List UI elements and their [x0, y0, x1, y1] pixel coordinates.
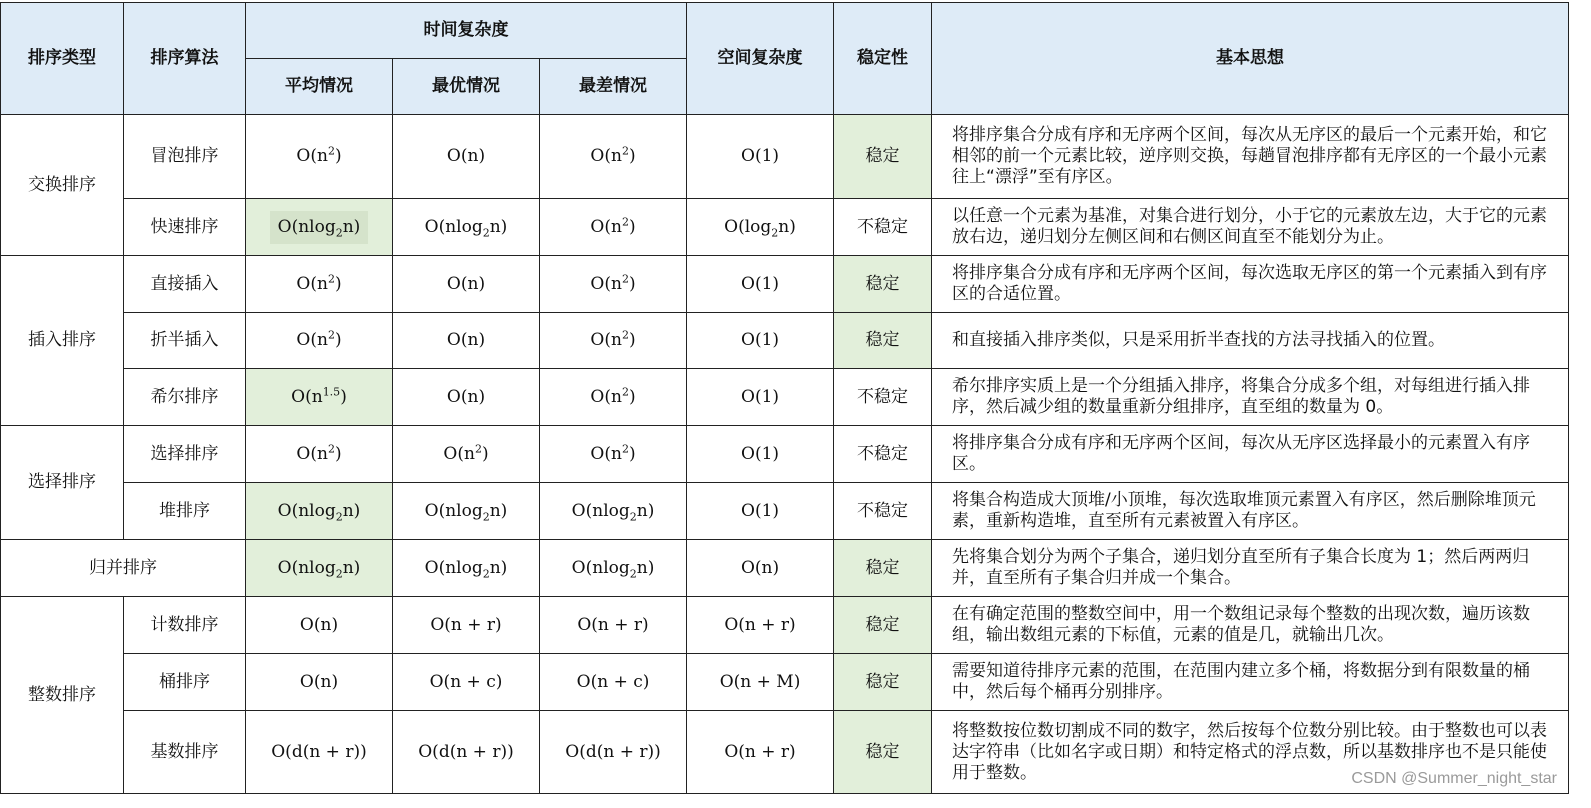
worst-cell: O(n + c)	[540, 654, 687, 711]
idea-cell: 将整数按位数切割成不同的数字，然后按每个位数分别比较。由于整数也可以表达字符串（比如名字或日期）和特定格式的浮点数，所以基数排序也不是只能使用于整数。	[932, 711, 1569, 794]
table-row	[1, 711, 1569, 794]
worst-cell: $O(n^2)$	[540, 369, 687, 426]
group-cell-merge: 归并排序	[1, 540, 246, 597]
avg-cell: O(d(n + r))	[246, 711, 393, 794]
avg-cell: $O(n^2)$	[246, 313, 393, 369]
algo-name: 快速排序	[124, 199, 246, 256]
group-cell-select: 选择排序	[1, 426, 124, 540]
table-row	[1, 199, 1569, 256]
stability-cell: 稳定	[834, 711, 932, 794]
algo-name: 希尔排序	[124, 369, 246, 426]
stability-cell: 稳定	[834, 654, 932, 711]
table-row	[1, 115, 1569, 199]
space-cell: O(n + r)	[687, 711, 834, 794]
idea-cell: 先将集合划分为两个子集合，递归划分直至所有子集合长度为 1；然后两两归并，直至所有子集合归并成一个集合。	[932, 540, 1569, 597]
table-row	[1, 313, 1569, 369]
worst-cell: O(nlog$_2$n)	[540, 483, 687, 540]
space-cell: O(1)	[687, 115, 834, 199]
worst-cell: O(nlog$_2$n)	[540, 540, 687, 597]
algo-name: 计数排序	[124, 597, 246, 654]
best-cell: O(n + c)	[393, 654, 540, 711]
algo-name: 基数排序	[124, 711, 246, 794]
space-cell: O(n + M)	[687, 654, 834, 711]
idea-cell: 将集合构造成大顶堆/小顶堆，每次选取堆顶元素置入有序区，然后删除堆顶元素，重新构造堆，直至所有元素被置入有序区。	[932, 483, 1569, 540]
algo-name: 堆排序	[124, 483, 246, 540]
col-header-space: 空间复杂度	[687, 3, 834, 115]
stability-cell: 不稳定	[834, 199, 932, 256]
sorting-complexity-table	[0, 2, 1569, 794]
best-cell: O(nlog$_2$n)	[393, 199, 540, 256]
best-cell: O(n)	[393, 369, 540, 426]
group-cell-integer: 整数排序	[1, 597, 124, 794]
idea-cell: 以任意一个元素为基准，对集合进行划分，小于它的元素放左边，大于它的元素放右边，递归划分左侧区间和右侧区间直至不能划分为止。	[932, 199, 1569, 256]
stability-cell: 稳定	[834, 597, 932, 654]
col-header-stable: 稳定性	[834, 3, 932, 115]
idea-cell: 希尔排序实质上是一个分组插入排序，将集合分成多个组，对每组进行插入排序，然后减少组的数量重新分组排序，直至组的数量为 0。	[932, 369, 1569, 426]
avg-cell: $O(n^2)$	[246, 256, 393, 313]
col-header-best: 最优情况	[393, 59, 540, 115]
idea-cell: 将排序集合分成有序和无序两个区间，每次从无序区的最后一个元素开始，和它相邻的前一个元素比较，逆序则交换，每趟冒泡排序都有无序区的一个最小元素往上“漂浮”至有序区。	[932, 115, 1569, 199]
best-cell: $O(n^2)$	[393, 426, 540, 483]
table-row	[1, 426, 1569, 483]
space-cell: O(1)	[687, 483, 834, 540]
best-cell: O(n)	[393, 115, 540, 199]
worst-cell: $O(n^2)$	[540, 313, 687, 369]
table-row	[1, 369, 1569, 426]
worst-cell: $O(n^2)$	[540, 256, 687, 313]
table-row	[1, 540, 1569, 597]
stability-cell: 不稳定	[834, 426, 932, 483]
worst-cell: O(n + r)	[540, 597, 687, 654]
avg-cell: $O(n^{1.5})$	[246, 369, 393, 426]
col-header-idea: 基本思想	[932, 3, 1569, 115]
avg-cell: $O(n^2)$	[246, 426, 393, 483]
worst-cell: O(d(n + r))	[540, 711, 687, 794]
best-cell: O(n)	[393, 256, 540, 313]
stability-cell: 稳定	[834, 115, 932, 199]
stability-cell: 稳定	[834, 540, 932, 597]
group-cell-insert: 插入排序	[1, 256, 124, 426]
avg-cell: O(nlog$_2$n)	[246, 540, 393, 597]
algo-name: 选择排序	[124, 426, 246, 483]
best-cell: O(n)	[393, 313, 540, 369]
idea-cell: 需要知道待排序元素的范围，在范围内建立多个桶，将数据分到有限数量的桶中，然后每个桶再分别排序。	[932, 654, 1569, 711]
space-cell: O(1)	[687, 256, 834, 313]
idea-cell: 在有确定范围的整数空间中，用一个数组记录每个整数的出现次数，遍历该数组，输出数组元素的下标值，元素的值是几，就输出几次。	[932, 597, 1569, 654]
best-cell: O(n + r)	[393, 597, 540, 654]
avg-cell: O(n)	[246, 597, 393, 654]
table-row	[1, 654, 1569, 711]
space-cell: O(n + r)	[687, 597, 834, 654]
space-cell: O(1)	[687, 313, 834, 369]
algo-name: 折半插入	[124, 313, 246, 369]
algo-name: 直接插入	[124, 256, 246, 313]
avg-cell: O(n)	[246, 654, 393, 711]
table-row	[1, 483, 1569, 540]
col-header-algo: 排序算法	[124, 3, 246, 115]
col-header-avg: 平均情况	[246, 59, 393, 115]
algo-name: 桶排序	[124, 654, 246, 711]
idea-cell: 将排序集合分成有序和无序两个区间，每次从无序区选择最小的元素置入有序区。	[932, 426, 1569, 483]
worst-cell: $O(n^2)$	[540, 115, 687, 199]
best-cell: O(d(n + r))	[393, 711, 540, 794]
avg-cell: $O(n^2)$	[246, 115, 393, 199]
selected-formula: O(nlog$_2$n)	[270, 211, 369, 244]
table-row	[1, 256, 1569, 313]
space-cell: O(1)	[687, 369, 834, 426]
stability-cell: 稳定	[834, 256, 932, 313]
group-cell-exchange: 交换排序	[1, 115, 124, 256]
best-cell: O(nlog$_2$n)	[393, 483, 540, 540]
idea-cell: 和直接插入排序类似，只是采用折半查找的方法寻找插入的位置。	[932, 313, 1569, 369]
stability-cell: 稳定	[834, 313, 932, 369]
algo-name: 冒泡排序	[124, 115, 246, 199]
col-header-type: 排序类型	[1, 3, 124, 115]
idea-cell: 将排序集合分成有序和无序两个区间，每次选取无序区的第一个元素插入到有序区的合适位置。	[932, 256, 1569, 313]
space-cell: $O(\log_2n)$	[687, 199, 834, 256]
col-header-time: 时间复杂度	[246, 3, 687, 59]
avg-cell	[246, 199, 393, 256]
worst-cell: $O(n^2)$	[540, 426, 687, 483]
worst-cell: $O(n^2)$	[540, 199, 687, 256]
stability-cell: 不稳定	[834, 483, 932, 540]
stability-cell: 不稳定	[834, 369, 932, 426]
watermark: CSDN @Summer_night_star	[1351, 770, 1557, 787]
space-cell: O(1)	[687, 426, 834, 483]
col-header-worst: 最差情况	[540, 59, 687, 115]
space-cell: O(n)	[687, 540, 834, 597]
best-cell: O(nlog$_2$n)	[393, 540, 540, 597]
avg-cell: O(nlog$_2$n)	[246, 483, 393, 540]
table-row	[1, 597, 1569, 654]
